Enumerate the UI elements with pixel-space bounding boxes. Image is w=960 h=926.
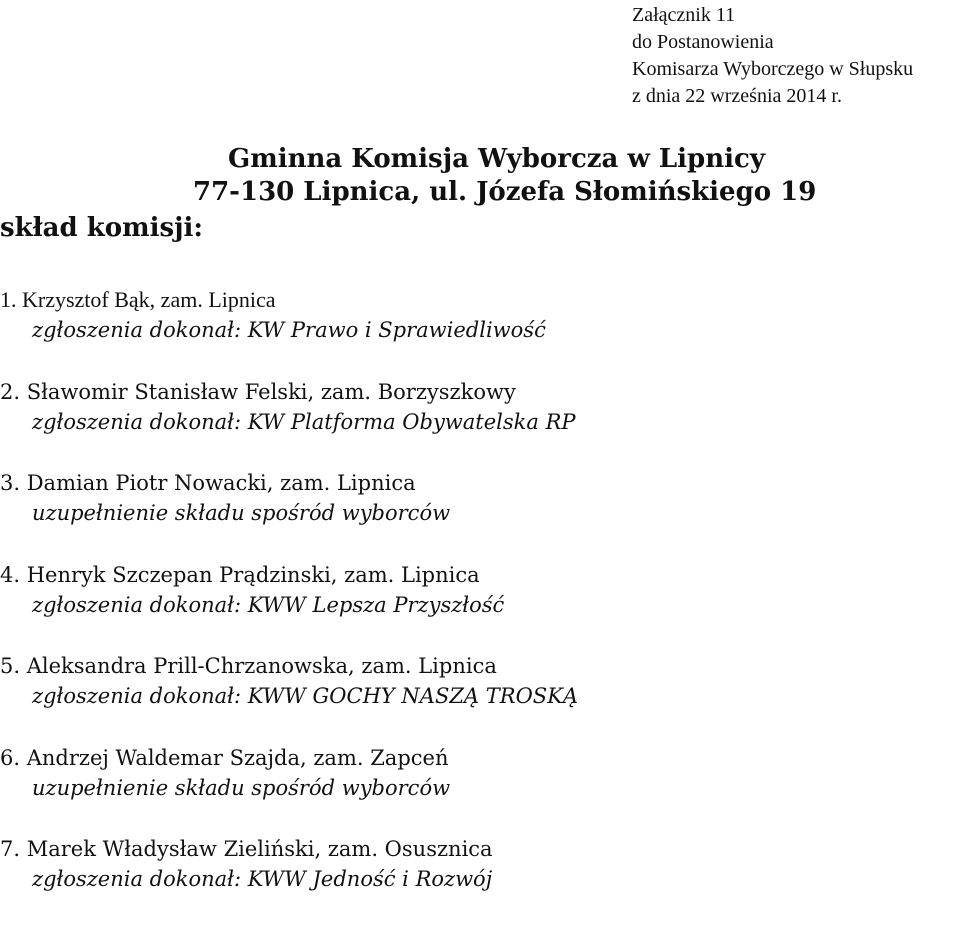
attachment-line-1: Załącznik 11: [632, 4, 736, 26]
attachment-line-2: do Postanowienia: [632, 31, 774, 53]
member-name-line: 7. Marek Władysław Zieliński, zam. Osusznica: [0, 837, 493, 861]
member-name-line: 6. Andrzej Waldemar Szajda, zam. Zapceń: [0, 745, 449, 770]
member-item: [0, 651, 960, 743]
member-nomination-note: zgłoszenia dokonał: KWW Lepsza Przyszłość: [32, 592, 505, 617]
attachment-line-4: z dnia 22 września 2014 r.: [632, 85, 842, 107]
member-nomination-note: zgłoszenia dokonał: KW Prawo i Sprawiedliwość: [32, 318, 546, 342]
member-item: [0, 285, 960, 377]
member-name-line: 5. Aleksandra Prill-Chrzanowska, zam. Lipnica: [0, 654, 497, 678]
composition-label: skład komisji:: [0, 213, 203, 243]
member-item: [0, 560, 960, 652]
commission-address: 77-130 Lipnica, ul. Józefa Słomińskiego 19: [193, 177, 817, 207]
member-name-line: 4. Henryk Szczepan Prądzinski, zam. Lipnica: [0, 562, 480, 587]
member-name-line: 3. Damian Piotr Nowacki, zam. Lipnica: [0, 471, 416, 495]
attachment-header: [632, 2, 913, 110]
member-nomination-note: zgłoszenia dokonał: KWW Jedność i Rozwój: [32, 867, 493, 891]
member-name-line: 2. Sławomir Stanisław Felski, zam. Borzyszkowy: [0, 379, 516, 404]
member-item: [0, 468, 960, 560]
attachment-line-3: Komisarza Wyborczego w Słupsku: [632, 58, 914, 80]
member-list: [0, 285, 960, 926]
member-name-line: 1. Krzysztof Bąk, zam. Lipnica: [0, 287, 276, 312]
commission-name: Gminna Komisja Wyborcza w Lipnicy: [228, 144, 765, 174]
member-item: [0, 834, 960, 926]
member-nomination-note: zgłoszenia dokonał: KW Platforma Obywatelska RP: [32, 409, 576, 434]
member-item: [0, 377, 960, 469]
member-nomination-note: uzupełnienie składu spośród wyborców: [32, 501, 451, 525]
member-nomination-note: zgłoszenia dokonał: KWW GOCHY NASZĄ TROSKĄ: [32, 684, 579, 708]
member-nomination-note: uzupełnienie składu spośród wyborców: [32, 775, 451, 800]
member-item: [0, 743, 960, 835]
